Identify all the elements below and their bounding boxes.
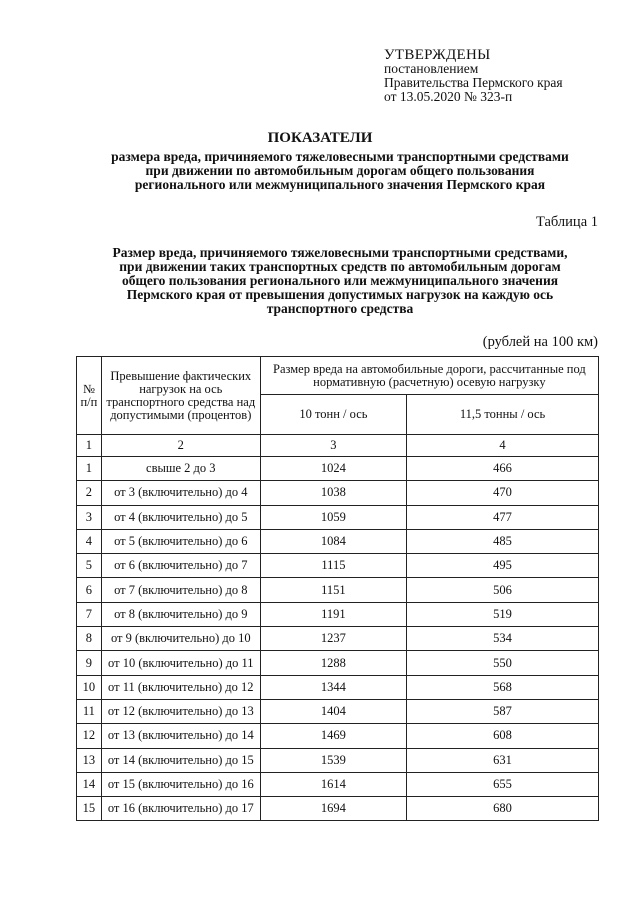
damage-10t-cell: 1288 (260, 651, 406, 675)
table-row (77, 651, 599, 675)
table-row (77, 748, 599, 772)
excess-range-cell: от 4 (включительно) до 5 (101, 505, 260, 529)
row-number-cell: 10 (77, 675, 102, 699)
damage-11-5t-cell: 680 (407, 797, 599, 821)
row-number-cell: 3 (77, 505, 102, 529)
excess-range-cell: от 14 (включительно) до 15 (101, 748, 260, 772)
table-row (77, 529, 599, 553)
table-row (77, 675, 599, 699)
col-number: 3 (260, 435, 406, 457)
excess-range-cell: от 9 (включительно) до 10 (101, 627, 260, 651)
row-number-cell: 7 (77, 602, 102, 626)
excess-range-cell: от 12 (включительно) до 13 (101, 699, 260, 723)
table-title-line: Размер вреда, причиняемого тяжеловесными транспортными средствами, (112, 245, 568, 260)
damage-11-5t-cell: 519 (407, 602, 599, 626)
col-number: 4 (407, 435, 599, 457)
damage-11-5t-cell: 466 (407, 457, 599, 481)
excess-range-cell: от 16 (включительно) до 17 (101, 797, 260, 821)
damage-11-5t-cell: 470 (407, 481, 599, 505)
damage-11-5t-cell: 568 (407, 675, 599, 699)
row-number-cell: 15 (77, 797, 102, 821)
excess-range-cell: от 5 (включительно) до 6 (101, 529, 260, 553)
header-10t: 10 тонн / ось (260, 395, 406, 435)
table-title-line: при движении таких транспортных средств по автомобильным дорогам (119, 259, 561, 274)
col-number: 1 (77, 435, 102, 457)
row-number-cell: 4 (77, 529, 102, 553)
excess-range-cell: от 3 (включительно) до 4 (101, 481, 260, 505)
excess-range-cell: от 13 (включительно) до 14 (101, 724, 260, 748)
damage-10t-cell: 1115 (260, 554, 406, 578)
excess-range-cell: от 11 (включительно) до 12 (101, 675, 260, 699)
damage-10t-cell: 1151 (260, 578, 406, 602)
damage-11-5t-cell: 550 (407, 651, 599, 675)
header-num: № п/п (77, 357, 102, 435)
damage-10t-cell: 1024 (260, 457, 406, 481)
damage-10t-cell: 1059 (260, 505, 406, 529)
unit-label: (рублей на 100 км) (482, 334, 598, 350)
damage-10t-cell: 1084 (260, 529, 406, 553)
row-number-cell: 5 (77, 554, 102, 578)
table-row (77, 797, 599, 821)
table-row (77, 627, 599, 651)
table-title (70, 246, 610, 316)
approval-line: постановлением (384, 61, 479, 76)
damage-10t-cell: 1038 (260, 481, 406, 505)
excess-range-cell: свыше 2 до 3 (101, 457, 260, 481)
row-number-cell: 6 (77, 578, 102, 602)
row-number-cell: 11 (77, 699, 102, 723)
subtitle-line: регионального или межмуниципального значения Пермского края (134, 177, 546, 192)
header-excess: Превышение фактических нагрузок на ось транспортного средства над допустимыми (процентов) (101, 357, 260, 435)
subtitle-line: при движении по автомобильным дорогам общего пользования (145, 163, 535, 178)
damage-10t-cell: 1469 (260, 724, 406, 748)
header-11-5t: 11,5 тонны / ось (407, 395, 599, 435)
damage-10t-cell: 1614 (260, 772, 406, 796)
damage-table (76, 356, 599, 821)
table-row (77, 578, 599, 602)
damage-11-5t-cell: 608 (407, 724, 599, 748)
damage-10t-cell: 1237 (260, 627, 406, 651)
damage-10t-cell: 1539 (260, 748, 406, 772)
row-number-cell: 1 (77, 457, 102, 481)
row-number-cell: 2 (77, 481, 102, 505)
damage-11-5t-cell: 534 (407, 627, 599, 651)
damage-10t-cell: 1404 (260, 699, 406, 723)
excess-range-cell: от 7 (включительно) до 8 (101, 578, 260, 602)
table-row (77, 481, 599, 505)
row-number-cell: 12 (77, 724, 102, 748)
document-title: ПОКАЗАТЕЛИ (267, 130, 373, 146)
damage-10t-cell: 1191 (260, 602, 406, 626)
excess-range-cell: от 10 (включительно) до 11 (101, 651, 260, 675)
table-row (77, 602, 599, 626)
row-number-cell: 13 (77, 748, 102, 772)
approval-block (384, 48, 563, 104)
table-row (77, 699, 599, 723)
table-title-line: общего пользования регионального или межмуниципального значения (121, 273, 559, 288)
table-label: Таблица 1 (535, 214, 598, 230)
row-number-cell: 9 (77, 651, 102, 675)
damage-10t-cell: 1344 (260, 675, 406, 699)
table-row (77, 505, 599, 529)
damage-11-5t-cell: 587 (407, 699, 599, 723)
row-number-cell: 8 (77, 627, 102, 651)
approval-date-line: от 13.05.2020 № 323-п (384, 89, 513, 104)
damage-11-5t-cell: 495 (407, 554, 599, 578)
document-subtitle (60, 150, 620, 192)
header-damage: Размер вреда на автомобильные дороги, рассчитанные под нормативную (расчетную) осевую нагрузку (260, 357, 598, 395)
damage-11-5t-cell: 631 (407, 748, 599, 772)
damage-11-5t-cell: 655 (407, 772, 599, 796)
table-row (77, 554, 599, 578)
subtitle-line: размера вреда, причиняемого тяжеловесными транспортными средствами (111, 149, 569, 164)
row-number-cell: 14 (77, 772, 102, 796)
damage-10t-cell: 1694 (260, 797, 406, 821)
damage-11-5t-cell: 485 (407, 529, 599, 553)
table-title-line: транспортного средства (266, 301, 414, 316)
excess-range-cell: от 15 (включительно) до 16 (101, 772, 260, 796)
damage-11-5t-cell: 506 (407, 578, 599, 602)
table-row (77, 772, 599, 796)
table-row (77, 457, 599, 481)
excess-range-cell: от 8 (включительно) до 9 (101, 602, 260, 626)
table-title-line: Пермского края от превышения допустимых нагрузок на каждую ось (126, 287, 554, 302)
col-number: 2 (101, 435, 260, 457)
table-body (77, 457, 599, 821)
damage-11-5t-cell: 477 (407, 505, 599, 529)
excess-range-cell: от 6 (включительно) до 7 (101, 554, 260, 578)
table-row (77, 724, 599, 748)
approval-line: Правительства Пермского края (384, 75, 563, 90)
approval-heading: УТВЕРЖДЕНЫ (384, 47, 491, 63)
